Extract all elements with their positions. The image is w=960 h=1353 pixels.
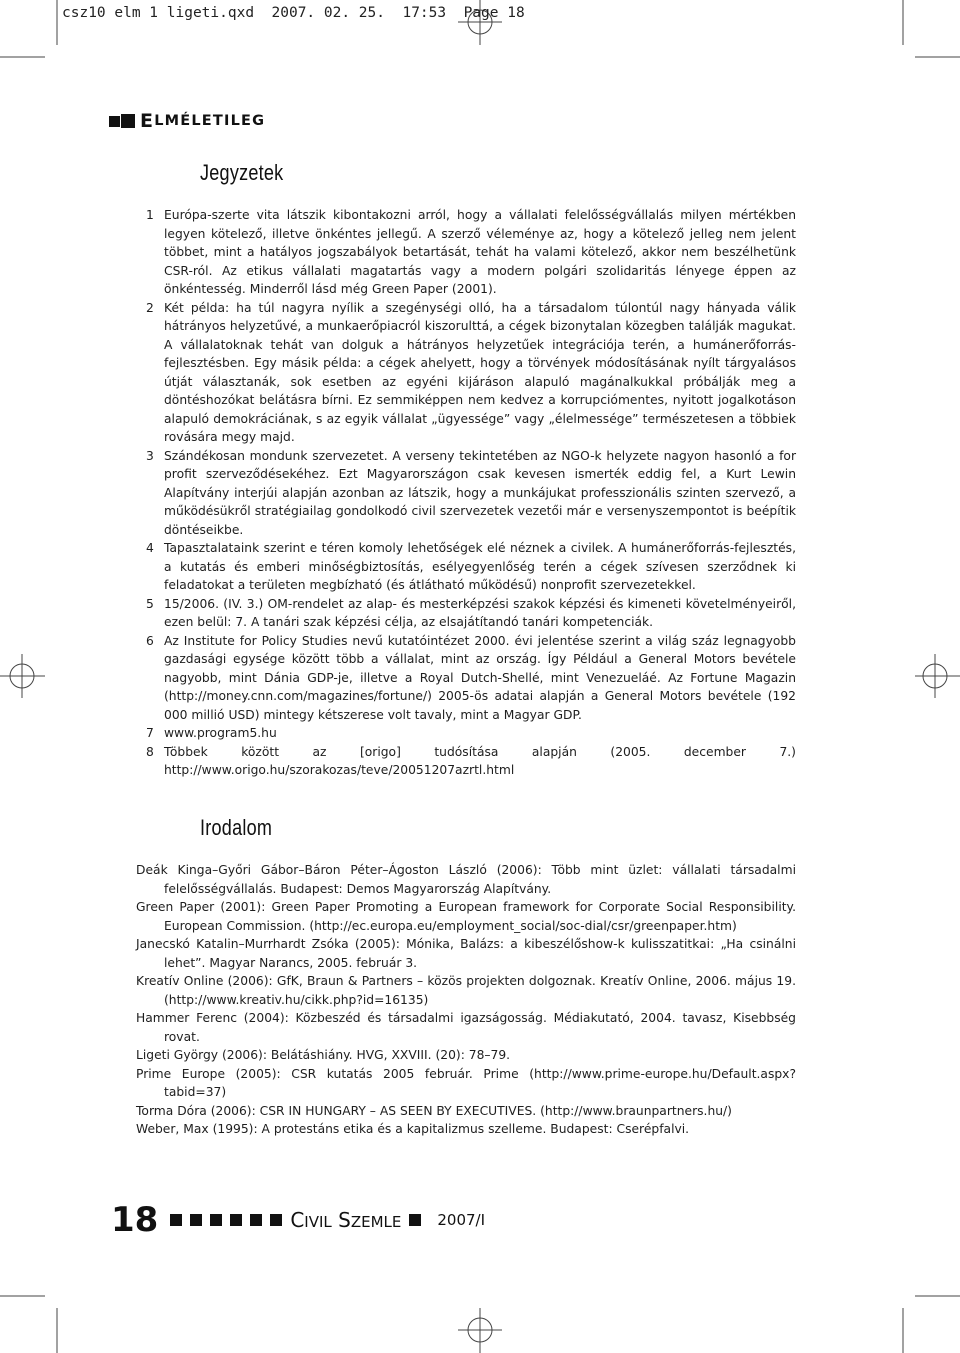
square-bullet-icon xyxy=(250,1214,262,1226)
note-item xyxy=(146,299,796,447)
note-item xyxy=(146,447,796,540)
reference-item: Kreatív Online (2006): GfK, Braun & Partners – közös projekten dolgoznak. Kreatív Online, 2006. május 19. (http://www.kreativ.hu/cikk.php?id=16135) xyxy=(136,974,796,1007)
journal-name xyxy=(290,1208,401,1232)
note-number: 2 xyxy=(146,300,154,315)
square-bullet-icon xyxy=(230,1214,242,1226)
note-text: Két példa: ha túl nagyra nyílik a szegénységi olló, ha a társadalom túlontúl nagy hányada válik hátrányos helyzetűvé, a munkaerőpiacról kiszorulttá, a cégek bizonytalan közegben találják magukat. A vállalatoknak tehát van dolguk a hátrányos helyzetűek integrációja terén, a humánerőforrás-fejlesztésben. Egy másik példa: a cégek ahelyett, hogy a törvények módosításának nyílt tárgyalásos útját választanák, sok esetben az egyéni kijáráson alapuló magánalkukkal próbálják meg a döntéshozókat belátásra bírni. Ez semmiképpen nem kedvez a korrupciómentes, nyitott jogalkotáson alapuló demokráciának, s az egyik vállalat „ügyessége” vagy „élelmessége” természetesen a többiek rovására megy majd. xyxy=(164,300,796,444)
section-heading xyxy=(109,110,265,132)
note-item xyxy=(146,632,796,725)
square-bullet-icon xyxy=(170,1214,182,1226)
reference-item: Hammer Ferenc (2004): Közbeszéd és társadalmi igazságosság. Médiakutató, 2004. tavasz, Kisebbség rovat. xyxy=(136,1011,796,1044)
page-number: 18 xyxy=(111,1200,159,1240)
reference-item: Weber, Max (1995): A protestáns etika és a kapitalizmus szelleme. Budapest: Cserépfalvi. xyxy=(136,1122,690,1136)
journal-part: IVIL xyxy=(304,1213,332,1231)
note-text: Többek között az [origo] tudósítása alapján (2005. december 7.) http://www.origo.hu/szorakozas/teve/20051207azrtl.html xyxy=(164,744,796,777)
note-text: Tapasztalataink szerint e téren komoly lehetőségek elé néznek a civilek. A humánerőforrás-fejlesztés, a kutatás és emberi minőségbiztosítás, esélyegyenlőség terén a cégek szívesen szerződnek ki feladatokat a területen megbízható (és átlátható működésű) nonprofit szervezetekkel. xyxy=(164,541,796,592)
note-number: 1 xyxy=(146,208,154,222)
file-slug: csz10 elm 1 ligeti.qxd 2007. 02. 25. 17:53 Page 18 xyxy=(62,5,525,21)
note-number: 4 xyxy=(146,541,154,555)
note-number: 3 xyxy=(146,448,154,463)
section-rest: LMÉLETILEG xyxy=(154,113,266,129)
journal-initial: C xyxy=(290,1208,305,1232)
note-number: 8 xyxy=(146,744,154,759)
note-text: Európa-szerte vita látszik kibontakozni arról, hogy a vállalati felelősségvállalás milyen mértékben legyen kötelező, illetve önkéntes jellegű. A szerző véleménye az, hogy a kötelező jelleg nem jelent többet, mint a hatályos jogszabályok betartását, tehát ha valami kötelező, akkor nem beszélhetünk CSR-ról. Az etikus vállalati magatartás vagy a modern polgári szolidaritás lényege éppen az önkéntesség. Minderről lásd még Green Paper (2001). xyxy=(164,208,796,296)
square-bullet-icon xyxy=(270,1214,282,1226)
reference-item: Deák Kinga–Győri Gábor–Báron Péter–Ágoston László (2006): Több mint üzlet: vállalati társadalmi felelősségvállalás. Budapest: Demos Magyarország Alapítvány. xyxy=(136,863,796,896)
note-number: 7 xyxy=(146,726,154,740)
note-text: www.program5.hu xyxy=(164,726,277,740)
notes-heading: Jegyzetek xyxy=(200,160,284,185)
reference-item: Ligeti György (2006): Belátáshiány. HVG, XXVIII. (20): 78–79. xyxy=(136,1048,511,1062)
square-bullet-icon xyxy=(109,116,120,127)
reference-item: Green Paper (2001): Green Paper Promoting a European framework for Corporate Social Responsibility. European Commission. (http://ec.europa.eu/employment_social/soc-dial/csr/greenpaper.htm) xyxy=(136,900,796,933)
note-item xyxy=(146,595,796,632)
note-text: Szándékosan mondunk szervezetet. A verseny tekintetében az NGO-k helyzete nagyon hasonló a for profit szerveződésekéhez. Ezt Magyarországon csak kevesen ismerték eddig fel, a Kurt Lewin Alapítvány interjúi alapján azonban az látszik, hogy a munkájukat professzionális szinten szervező, a működésükről stratégiailag gondolkodó civil szervezetek vezetői már e versenyszempontot is beépítik döntéseikbe. xyxy=(164,448,796,537)
note-item xyxy=(146,539,796,595)
note-item xyxy=(146,743,796,780)
note-text: Az Institute for Policy Studies nevű kutatóintézet 2000. évi jelentése szerint a világ száz legnagyobb gazdasági egysége között több a vállalat, mint az ország. Így Például a General Motors bevétele nagyobb, mint Dánia GDP-je, illetve a Royal Dutch-Shellé, mint Venezueláé. Az Fortune Magazin (http://money.cnn.com/magazines/fortune/) 2005-ös adatai alapján a General Motors bevétele (192 000 millió USD) mintegy kétszerese volt tavaly, mint a Magyar GDP. xyxy=(164,633,796,722)
journal-part: ZEMLE xyxy=(350,1213,402,1231)
references-list xyxy=(136,861,796,1139)
references-heading: Irodalom xyxy=(200,815,273,840)
notes-list xyxy=(146,206,796,780)
reference-item: Janecskó Katalin–Murrhardt Zsóka (2005): Mónika, Balázs: a kibeszélőshow-k kulisszatitkai: „Ha csinálni lehet”. Magyar Narancs, 2005. február 3. xyxy=(136,937,796,970)
note-item xyxy=(146,206,796,299)
square-bullet-icon xyxy=(190,1214,202,1226)
square-bullet-icon xyxy=(121,114,135,128)
journal-initial: S xyxy=(338,1208,351,1232)
square-bullet-icon xyxy=(210,1214,222,1226)
section-initial: E xyxy=(140,110,155,132)
note-number: 5 xyxy=(146,596,154,611)
issue-number: 2007/I xyxy=(437,1211,486,1229)
square-bullet-icon xyxy=(409,1214,421,1226)
page-footer xyxy=(111,1200,485,1240)
reference-item: Prime Europe (2005): CSR kutatás 2005 február. Prime (http://www.prime-europe.hu/Default.aspx?tabid=37) xyxy=(136,1066,796,1099)
note-number: 6 xyxy=(146,633,154,648)
note-item xyxy=(146,724,796,743)
note-text: 15/2006. (IV. 3.) OM-rendelet az alap- és mesterképzési szakok képzési és kimeneti követelményeiről, ezen belül: 7. A tanári szak képzési célja, az elsajátítandó tanári kompetenciák. xyxy=(164,596,796,629)
reference-item: Torma Dóra (2006): CSR IN HUNGARY – AS SEEN BY EXECUTIVES. (http://www.braunpartners.hu/) xyxy=(136,1103,732,1118)
